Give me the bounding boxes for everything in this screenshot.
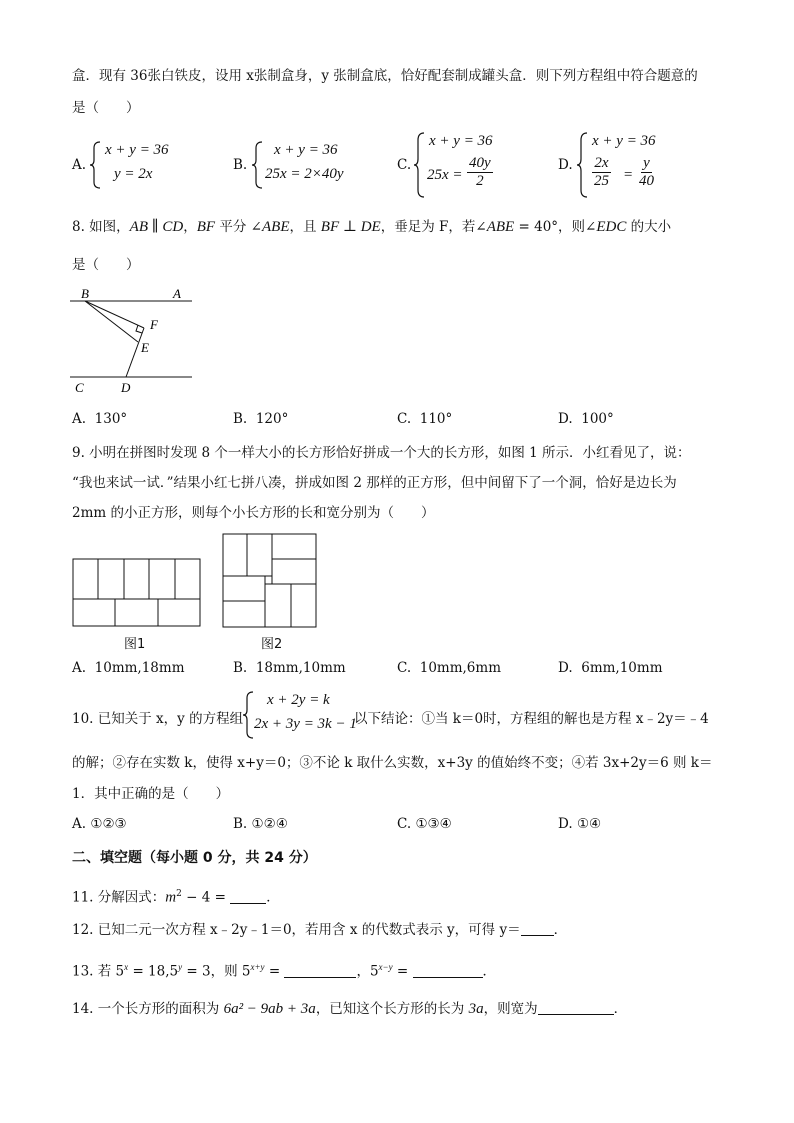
fig-label-a: A <box>173 286 181 301</box>
q10-prefix: 10. 已知关于 x，y 的方程组 <box>72 711 244 727</box>
q13-answer-blank-1[interactable] <box>284 963 356 978</box>
brace-icon <box>414 131 426 199</box>
brace-icon <box>577 131 589 199</box>
section-2-title: 二、填空题（每小题 0 分，共 24 分） <box>72 850 317 866</box>
fig-label-c: C <box>75 380 84 395</box>
q10-suffix: 以下结论：①当 k＝0时，方程组的解也是方程 x﹣2y＝﹣4 <box>354 711 709 727</box>
q9-line2: “我也来试一试．”结果小红七拼八凑，拼成如图 2 那样的正方形，但中间留下了一个洞，恰好是边长为 <box>72 475 677 491</box>
q7-c-eq1: x + y = 36 <box>429 133 493 149</box>
q7-option-b-system <box>252 140 372 190</box>
fig-label-f: F <box>150 317 158 332</box>
q9-figure-1 <box>72 558 202 628</box>
q9-option-c: C. 10mm,6mm <box>397 660 501 676</box>
q8-option-c: C. 110° <box>397 411 453 427</box>
q7-c-numerator: 40y <box>469 155 491 171</box>
q10-line3: 1．其中正确的是（ ） <box>72 786 230 802</box>
q10-option-b: B. ①②④ <box>233 816 288 832</box>
brace-icon <box>252 140 264 190</box>
q13: 13. 若 $5^x = 18,5^y = 3$，则 $5^{x+y}$ = ，$5^{x-y}$ = ． <box>72 962 497 980</box>
q9-figure-2 <box>222 533 318 629</box>
q9-figure-2-caption: 图2 <box>261 637 283 652</box>
q8-line2: 是（ ） <box>72 257 140 273</box>
q7-c-fraction <box>467 155 493 190</box>
fig-label-d: D <box>121 380 131 395</box>
q9-line1: 9. 小明在拼图时发现 8 个一样大小的长方形恰好拼成一个大的长方形，如图 1 所示．小红看见了，说： <box>72 445 691 461</box>
q9-figure-1-caption: 图1 <box>124 637 146 652</box>
fig-label-b: B <box>81 286 89 301</box>
q8-option-a: A. 130° <box>72 411 128 427</box>
q7-d-eq1: x + y = 36 <box>592 133 656 149</box>
q12-answer-blank[interactable] <box>521 921 554 936</box>
q9-line3: 2mm 的小正方形，则每个小长方形的长和宽分别为（ ） <box>72 505 435 521</box>
q10-eq2: 2x + 3y = 3k − 1 <box>254 716 357 732</box>
q7-c-denominator: 2 <box>476 173 484 189</box>
q7-d-fraction-right: $\frac{y}{40}$ <box>639 155 654 189</box>
q9-option-d: D. 6mm,10mm <box>558 660 663 676</box>
fig-label-e: E <box>141 340 149 355</box>
q10-option-a: A. ①②③ <box>72 816 127 832</box>
q8-option-b: B. 120° <box>233 411 289 427</box>
q12: 12. 已知二元一次方程 x﹣2y﹣1＝0，若用含 x 的代数式表示 y，可得 y＝ ． <box>72 922 568 938</box>
q7-a-eq2: y = 2x <box>114 166 153 182</box>
q7-option-b-label: B. <box>233 157 248 173</box>
q7-option-c-label: C. <box>397 157 412 173</box>
q10-option-c: C. ①③④ <box>397 816 452 832</box>
q9-option-a: A. 10mm,18mm <box>72 660 185 676</box>
q10-line2: 的解；②存在实数 k，使得 x+y＝0；③不论 k 取什么实数，x+3y 的值始终不变；④若 3x+2y＝6 则 k＝ <box>72 755 713 771</box>
q7-option-c-system <box>414 131 524 199</box>
q7-option-a-system <box>90 140 190 190</box>
q7-a-eq1: x + y = 36 <box>105 142 169 158</box>
q8-figure <box>70 284 195 396</box>
q7-option-d-system <box>577 131 677 199</box>
q14: 14. 一个长方形的面积为 6a² − 9ab + 3a，已知这个长方形的长为 3a，则宽为 ． <box>72 1001 628 1017</box>
q7-option-a-label: A. <box>72 157 87 173</box>
q14-answer-blank[interactable] <box>538 1000 614 1015</box>
q7-line1: 盒．现有 36张白铁皮，设用 x张制盒身，y 张制盒底，恰好配套制成罐头盒．则下列方程组中符合题意的 <box>72 68 698 84</box>
brace-icon <box>90 140 102 190</box>
q10-system <box>243 690 357 740</box>
q11-answer-blank[interactable] <box>230 889 266 904</box>
q7-c-eq2-left: 25x = <box>427 167 463 183</box>
q8-line1: 8. 如图，AB ∥ CD，BF 平分 ∠ABE，且 BF ⊥ DE，垂足为 F，若∠ABE = 40°，则∠EDC 的大小 <box>72 219 672 235</box>
q8-option-d: D. 100° <box>558 411 614 427</box>
q10-eq1: x + 2y = k <box>267 692 330 708</box>
q7-line2: 是（ ） <box>72 100 140 116</box>
q7-b-eq1: x + y = 36 <box>274 142 338 158</box>
q9-option-b: B. 18mm,10mm <box>233 660 346 676</box>
q10-option-d: D. ①④ <box>558 816 602 832</box>
q7-d-equals: = <box>623 167 634 183</box>
q7-option-d-label: D. <box>558 157 573 173</box>
q11: 11. 分解因式：$m^2 - 4$ = ． <box>72 889 280 906</box>
q13-answer-blank-2[interactable] <box>413 963 483 978</box>
q7-b-eq2: 25x = 2×40y <box>265 166 344 182</box>
q7-d-fraction-left: $\frac{2x}{25}$ <box>594 155 609 189</box>
